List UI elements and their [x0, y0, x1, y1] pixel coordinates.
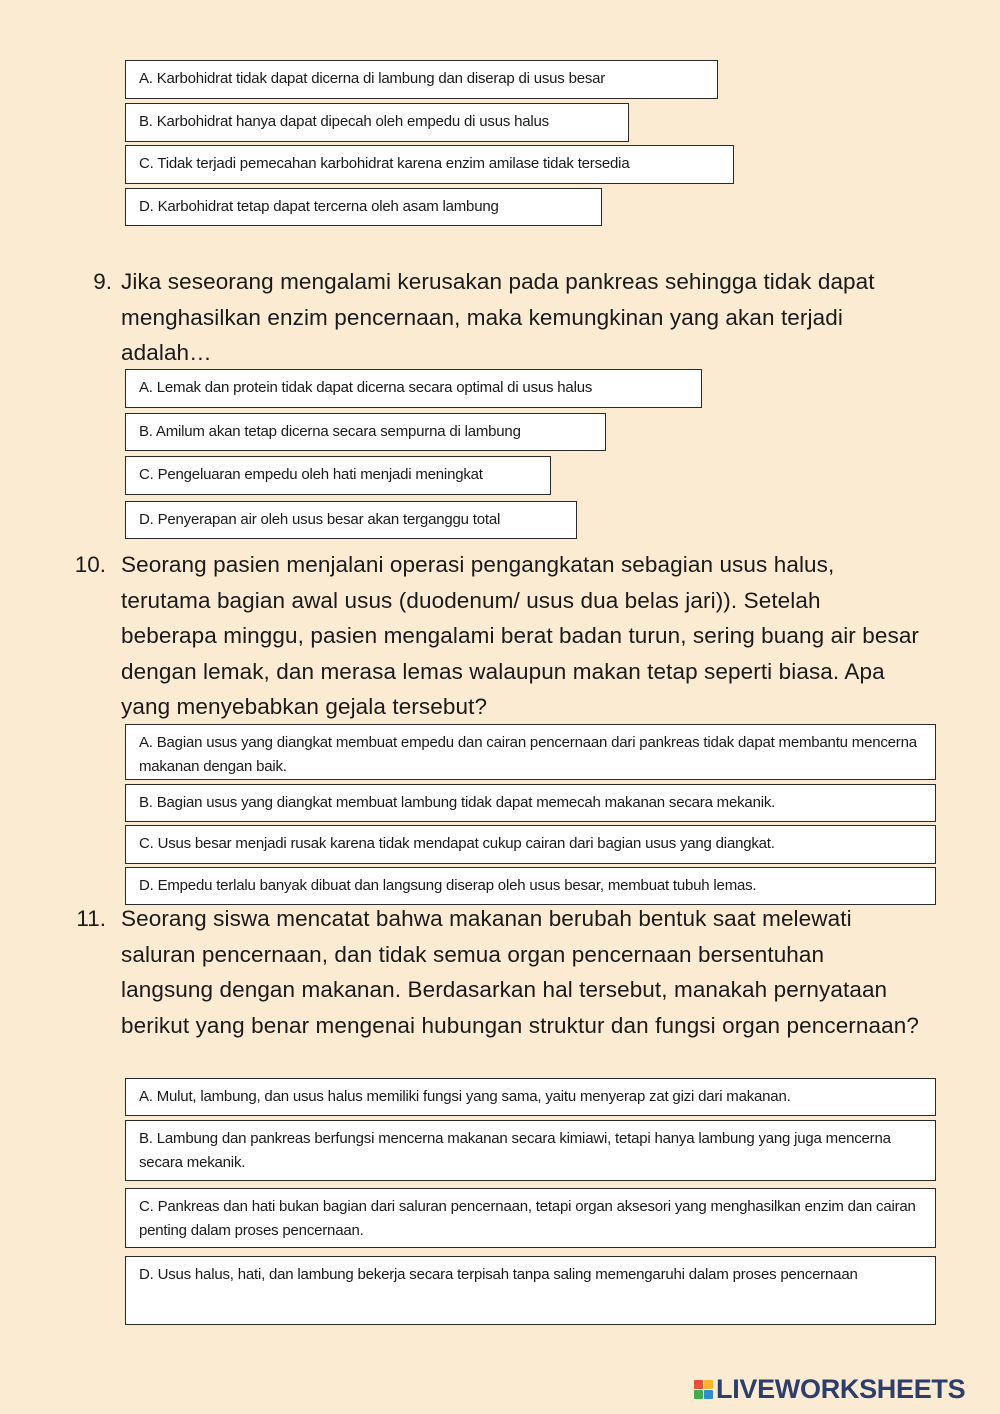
q9-option-a[interactable]: A. Lemak dan protein tidak dapat dicerna secara optimal di usus halus [125, 369, 702, 408]
logo-square-red [694, 1380, 703, 1389]
logo-square-blue [704, 1390, 713, 1399]
q10-option-c[interactable]: C. Usus besar menjadi rusak karena tidak mendapat cukup cairan dari bagian usus yang diangkat. [125, 825, 936, 864]
logo-square-green [694, 1390, 703, 1399]
q11-option-b[interactable]: B. Lambung dan pankreas berfungsi mencerna makanan secara kimiawi, tetapi hanya lambung yang juga mencerna secara mekanik. [125, 1120, 936, 1181]
q11-option-a[interactable]: A. Mulut, lambung, dan usus halus memiliki fungsi yang sama, yaitu menyerap zat gizi dari makanan. [125, 1078, 936, 1116]
liveworksheets-logo [694, 1374, 965, 1405]
q10-text: Seorang pasien menjalani operasi pengangkatan sebagian usus halus, terutama bagian awal usus (duodenum/ usus dua belas jari)). Setelah beberapa minggu, pasien mengalami berat badan turun, sering buang air besar dengan lemak, dan merasa lemas walaupun makan tetap seperti biasa. Apa yang menyebabkan gejala tersebut? [121, 552, 920, 719]
q9-number: 9. [93, 269, 112, 294]
q9-option-b[interactable]: B. Amilum akan tetap dicerna secara sempurna di lambung [125, 413, 606, 451]
q11-option-d[interactable]: D. Usus halus, hati, dan lambung bekerja secara terpisah tanpa saling memengaruhi dalam proses pencernaan [125, 1256, 936, 1325]
q8-option-b[interactable]: B. Karbohidrat hanya dapat dipecah oleh empedu di usus halus [125, 103, 629, 142]
q9-option-c[interactable]: C. Pengeluaran empedu oleh hati menjadi meningkat [125, 456, 551, 495]
q11-option-c[interactable]: C. Pankreas dan hati bukan bagian dari saluran pencernaan, tetapi organ aksesori yang menghasilkan enzim dan cairan penting dalam proses pencernaan. [125, 1188, 936, 1248]
q8-option-d[interactable]: D. Karbohidrat tetap dapat tercerna oleh asam lambung [125, 188, 602, 226]
liveworksheets-brand-name: LIVEWORKSHEETS [716, 1374, 966, 1404]
logo-square-yellow [704, 1380, 713, 1389]
q10-option-d[interactable]: D. Empedu terlalu banyak dibuat dan langsung diserap oleh usus besar, membuat tubuh lemas. [125, 867, 936, 905]
q8-option-c[interactable]: C. Tidak terjadi pemecahan karbohidrat karena enzim amilase tidak tersedia [125, 145, 734, 184]
q10-option-a[interactable]: A. Bagian usus yang diangkat membuat empedu dan cairan pencernaan dari pankreas tidak dapat membantu mencerna makanan dengan baik. [125, 724, 936, 780]
q9-text: Jika seseorang mengalami kerusakan pada pankreas sehingga tidak dapat menghasilkan enzim pencernaan, maka kemungkinan yang akan terjadi adalah… [121, 269, 875, 365]
liveworksheets-logo-icon [694, 1380, 713, 1399]
q10-option-b[interactable]: B. Bagian usus yang diangkat membuat lambung tidak dapat memecah makanan secara mekanik. [125, 784, 936, 822]
q9-option-d[interactable]: D. Penyerapan air oleh usus besar akan terganggu total [125, 501, 577, 539]
q11-number: 11. [76, 906, 106, 931]
q10-number: 10. [74, 552, 106, 577]
q8-option-a[interactable]: A. Karbohidrat tidak dapat dicerna di lambung dan diserap di usus besar [125, 60, 718, 99]
q11-text: Seorang siswa mencatat bahwa makanan berubah bentuk saat melewati saluran pencernaan, dan tidak semua organ pencernaan bersentuhan langsung dengan makanan. Berdasarkan hal tersebut, manakah pernyataan berikut yang benar mengenai hubungan struktur dan fungsi organ pencernaan? [121, 906, 919, 1038]
